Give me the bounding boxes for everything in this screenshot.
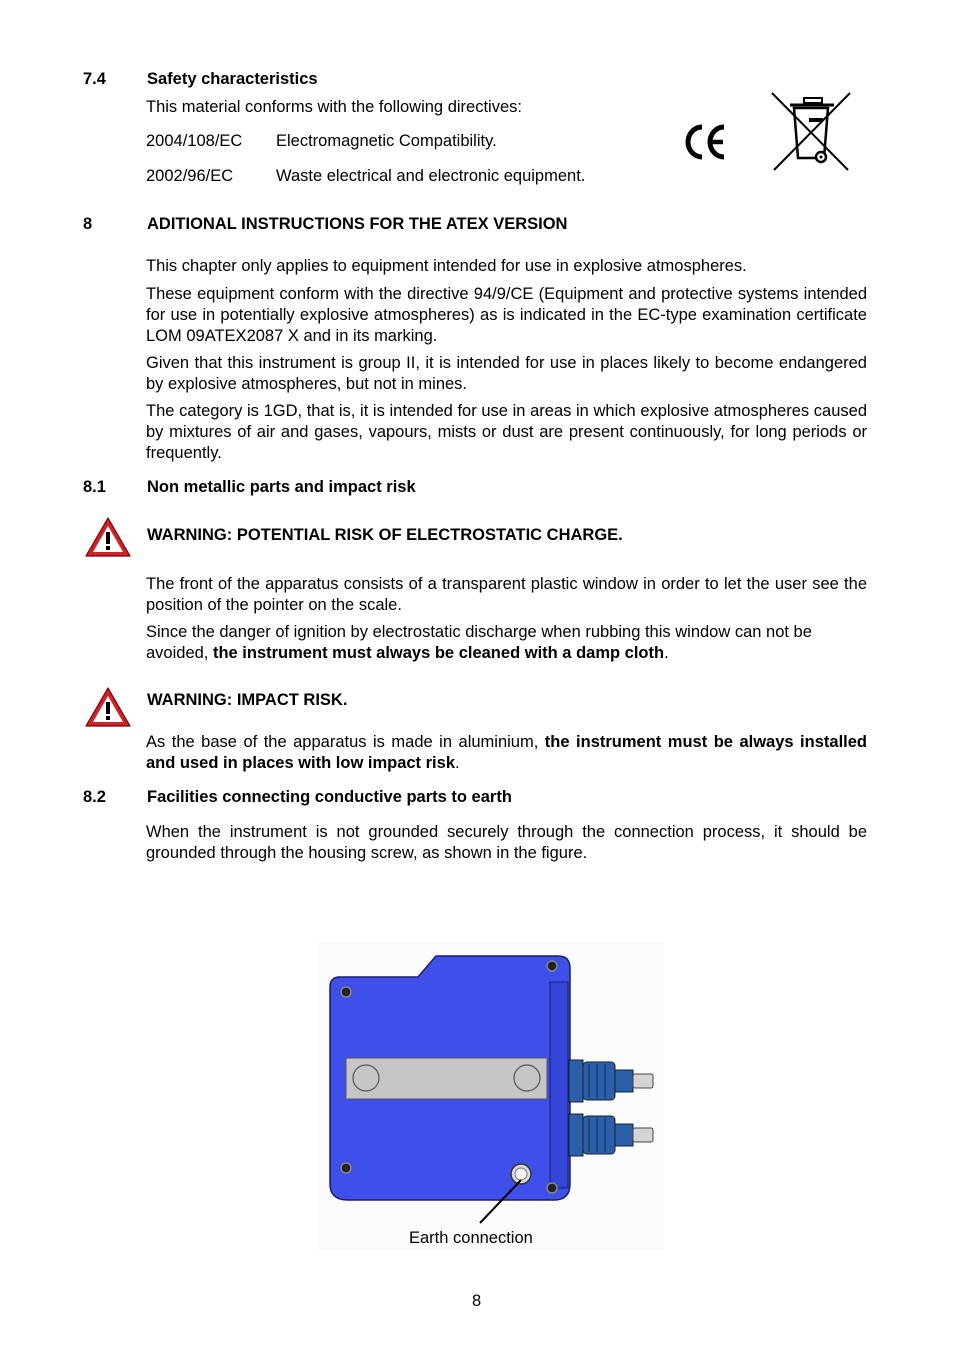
s8-paragraph-1: This chapter only applies to equipment intended for use in explosive atmospheres. [146,257,747,275]
earth-connection-figure [318,942,664,1250]
s81-p2-text: Since the danger of ignition by electrostatic discharge when rubbing this window can not be avoided, [146,623,812,662]
directive-desc-2: Waste electrical and electronic equipment. [276,167,586,185]
warning-triangle-icon [84,686,132,728]
directive-code-2: 2002/96/EC [146,167,234,185]
directive-desc-1: Electromagnetic Compatibility. [276,132,497,150]
s81-p3-end: . [455,754,460,772]
s81-p3-text: As the base of the apparatus is made in aluminium, [146,733,545,751]
section-title-8-2: Facilities connecting conductive parts to earth [147,788,512,806]
weee-bin-icon [768,90,854,174]
s8-paragraph-4: The category is 1GD, that is, it is intended for use in areas in which explosive atmospheres caused by mixtures of air and gases, vapours, mists or dust are present continuously, for long periods or frequently. [146,402,867,462]
s81-paragraph-1: The front of the apparatus consists of a transparent plastic window in order to let the user see the position of the pointer on the scale. [146,575,867,614]
page-number: 8 [472,1292,482,1310]
s81-paragraph-2 [146,622,867,664]
s81-p2-bold: the instrument must always be cleaned with a damp cloth [212,644,665,662]
directives-intro: This material conforms with the following directives: [146,98,522,116]
section-number-8-2: 8.2 [83,788,106,806]
directive-code-1: 2004/108/EC [146,132,243,150]
s8-paragraph-2: These equipment conform with the directive 94/9/CE (Equipment and protective systems intended for use in potentially explosive atmospheres) as is indicated in the EC-type examination certificate LOM 09ATEX2087 X and in its marking. [146,285,867,345]
section-number-8-1: 8.1 [83,478,106,496]
warning-impact: WARNING: IMPACT RISK. [147,691,348,709]
section-title-8-1: Non metallic parts and impact risk [147,478,416,496]
figure-caption: Earth connection [409,1229,533,1247]
s81-p3-bold: the instrument must be always installed and used in places with low impact risk [146,733,867,772]
ce-mark-icon [682,120,732,164]
s81-paragraph-3 [146,732,867,774]
s8-paragraph-3: Given that this instrument is group II, it is intended for use in places likely to become endangered by explosive atmospheres, but not in mines. [146,354,867,393]
section-title-8: ADITIONAL INSTRUCTIONS FOR THE ATEX VERSION [147,215,568,233]
section-title-7-4: Safety characteristics [147,70,318,88]
section-number-8: 8 [83,215,93,233]
s82-paragraph-1: When the instrument is not grounded securely through the connection process, it should be grounded through the housing screw, as shown in the figure. [146,823,867,862]
warning-electrostatic: WARNING: POTENTIAL RISK OF ELECTROSTATIC CHARGE. [147,526,623,544]
s81-p2-end: . [664,644,669,662]
warning-triangle-icon [84,516,132,558]
section-number-7-4: 7.4 [83,70,106,88]
